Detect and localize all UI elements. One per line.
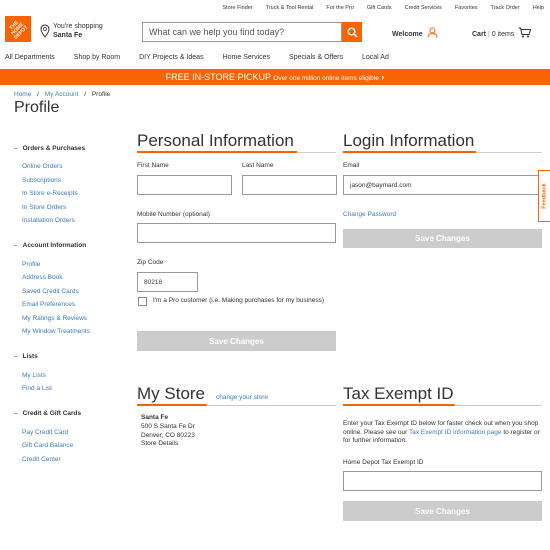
breadcrumb-sep: / [37, 91, 39, 98]
section-accent [343, 404, 455, 406]
tax-exempt-description [343, 420, 543, 446]
pro-customer-checkbox[interactable] [138, 297, 147, 306]
section-accent [137, 404, 207, 406]
personal-info-title: Personal Information [137, 131, 294, 150]
login-save-button[interactable]: Save Changes [343, 229, 542, 248]
store-details-link[interactable]: Store Details [141, 440, 179, 447]
utility-link[interactable]: Store Finder [222, 5, 253, 11]
first-name-field[interactable] [137, 175, 232, 195]
sidebar-item-installation-orders[interactable]: Installation Orders [22, 217, 75, 224]
nav-item[interactable]: Specials & Offers [289, 54, 343, 61]
zip-label: Zip Code [137, 259, 164, 266]
breadcrumb-sep: / [84, 91, 87, 98]
page-title: Profile [14, 99, 60, 116]
cart-label: Cart [472, 31, 487, 38]
store-address2: Denver, CO 80223 [141, 432, 195, 439]
sidebar-item-saved-cards[interactable]: Saved Credit Cards [22, 288, 79, 295]
utility-link[interactable]: Credit Services [404, 5, 442, 11]
sidebar-item-address-book[interactable]: Address Book [22, 274, 63, 281]
sidebar-item-online-orders[interactable]: Online Orders [22, 163, 63, 170]
feedback-tab[interactable] [538, 170, 550, 222]
sidebar-heading-credit[interactable]: – Credit & Gift Cards [14, 410, 81, 417]
tax-desc-pre: Enter your Tax Exempt ID below for faster check out when you shop online. Please see our [343, 420, 539, 436]
feedback-label: Feedback [541, 183, 548, 209]
sidebar-heading-account[interactable]: – Account Information [14, 242, 86, 249]
logo-text: THE HOME DEPOT [8, 19, 30, 41]
promo-banner[interactable] [0, 69, 550, 85]
tax-save-button[interactable]: Save Changes [343, 501, 542, 521]
section-accent [343, 151, 476, 153]
search-input[interactable]: What can we help you find today? [142, 22, 342, 42]
nav-item[interactable]: DIY Projects & Ideas [139, 54, 204, 61]
location-pin-icon [40, 24, 50, 38]
sidebar-item-ratings[interactable]: My Ratings & Reviews [22, 315, 88, 322]
store-name: Santa Fe [53, 32, 83, 39]
login-info-title: Login Information [343, 131, 475, 150]
tax-desc-post: to register or for further information. [343, 428, 540, 444]
store-name: Santa Fe [141, 414, 169, 421]
store-selector[interactable] [53, 22, 103, 40]
email-label: Email [343, 162, 360, 169]
sidebar-heading-orders[interactable]: – Orders & Purchases [14, 145, 85, 152]
sidebar-item-pay-credit[interactable]: Pay Credit Card [22, 429, 69, 436]
tax-id-label: Home Depot Tax Exempt ID [343, 459, 424, 466]
nav-item[interactable]: All Departments [5, 54, 55, 61]
cart-count: 0 items [491, 31, 515, 38]
utility-link[interactable]: Track Order [490, 5, 520, 11]
first-name-label: First Name [137, 162, 169, 169]
tax-info-link[interactable]: Tax Exempt ID information page [409, 428, 502, 436]
chevron-right-icon: › [381, 72, 385, 82]
utility-link[interactable]: Favorites [454, 5, 478, 11]
sidebar-item-window-treatments[interactable]: My Window Treatments [22, 328, 90, 335]
account-menu[interactable] [392, 27, 438, 38]
zip-field[interactable]: 80218 [137, 272, 198, 292]
search-button[interactable] [342, 22, 362, 42]
sidebar-item-my-lists[interactable]: My Lists [22, 372, 46, 379]
breadcrumb-current: Profile [91, 91, 111, 98]
change-store-link[interactable]: change your store [216, 394, 269, 401]
sidebar-item-gift-card-balance[interactable]: Gift Card Balance [22, 442, 74, 449]
nav-item[interactable]: Shop by Room [73, 54, 121, 61]
personal-save-button[interactable]: Save Changes [137, 331, 336, 351]
change-password-link[interactable]: Change Password [343, 211, 397, 218]
cart-icon [518, 27, 531, 38]
pro-customer-label: I'm a Pro customer (i.e. Making purchases for my business) [153, 297, 325, 304]
sidebar-heading-lists[interactable]: – Lists [14, 353, 38, 360]
tax-id-field[interactable] [343, 471, 542, 491]
sidebar-item-credit-center[interactable]: Credit Center [22, 456, 61, 463]
nav-item[interactable]: Local Ad [362, 54, 389, 61]
nav-item[interactable]: Home Services [222, 54, 271, 61]
sidebar-item-e-receipts[interactable]: In Store e-Receipts [22, 190, 78, 197]
sidebar-item-find-list[interactable]: Find a List [22, 385, 52, 392]
welcome-label: Welcome [392, 31, 423, 38]
utility-link[interactable]: Gift Cards [366, 5, 392, 11]
tax-exempt-title: Tax Exempt ID [343, 384, 454, 403]
utility-link[interactable]: For the Pro [326, 5, 354, 11]
breadcrumb [14, 91, 110, 98]
utility-link[interactable]: Help [532, 5, 544, 11]
utility-nav [222, 5, 544, 11]
utility-link[interactable]: Truck & Tool Rental [265, 5, 314, 11]
promo-sub: Over one million online items eligible [273, 75, 379, 82]
mobile-label: Mobile Number (optional) [137, 211, 210, 218]
sidebar-item-profile[interactable]: Profile [22, 261, 41, 268]
user-icon [427, 27, 438, 38]
email-field[interactable]: jason@baymard.com [343, 175, 540, 195]
home-depot-logo[interactable] [5, 16, 31, 42]
breadcrumb-account[interactable]: My Account [44, 91, 79, 98]
sidebar-item-email-prefs[interactable]: Email Preferences [22, 301, 76, 308]
promo-title: FREE IN-STORE PICKUP [165, 72, 271, 82]
breadcrumb-home[interactable]: Home [14, 91, 32, 98]
my-store-title: My Store [137, 384, 206, 403]
main-nav [5, 54, 389, 61]
mobile-field[interactable] [137, 223, 336, 243]
last-name-field[interactable] [242, 175, 337, 195]
sidebar-item-in-store-orders[interactable]: In Store Orders [22, 204, 67, 211]
last-name-label: Last Name [242, 162, 274, 169]
search-icon [347, 27, 358, 38]
store-line1: You're shopping [53, 23, 103, 30]
store-address1: 500 S Santa Fe Dr [141, 423, 195, 430]
section-accent [137, 151, 297, 153]
sidebar-item-subscriptions[interactable]: Subscriptions [22, 177, 62, 184]
cart-link[interactable]: Cart | 0 items [472, 27, 531, 38]
